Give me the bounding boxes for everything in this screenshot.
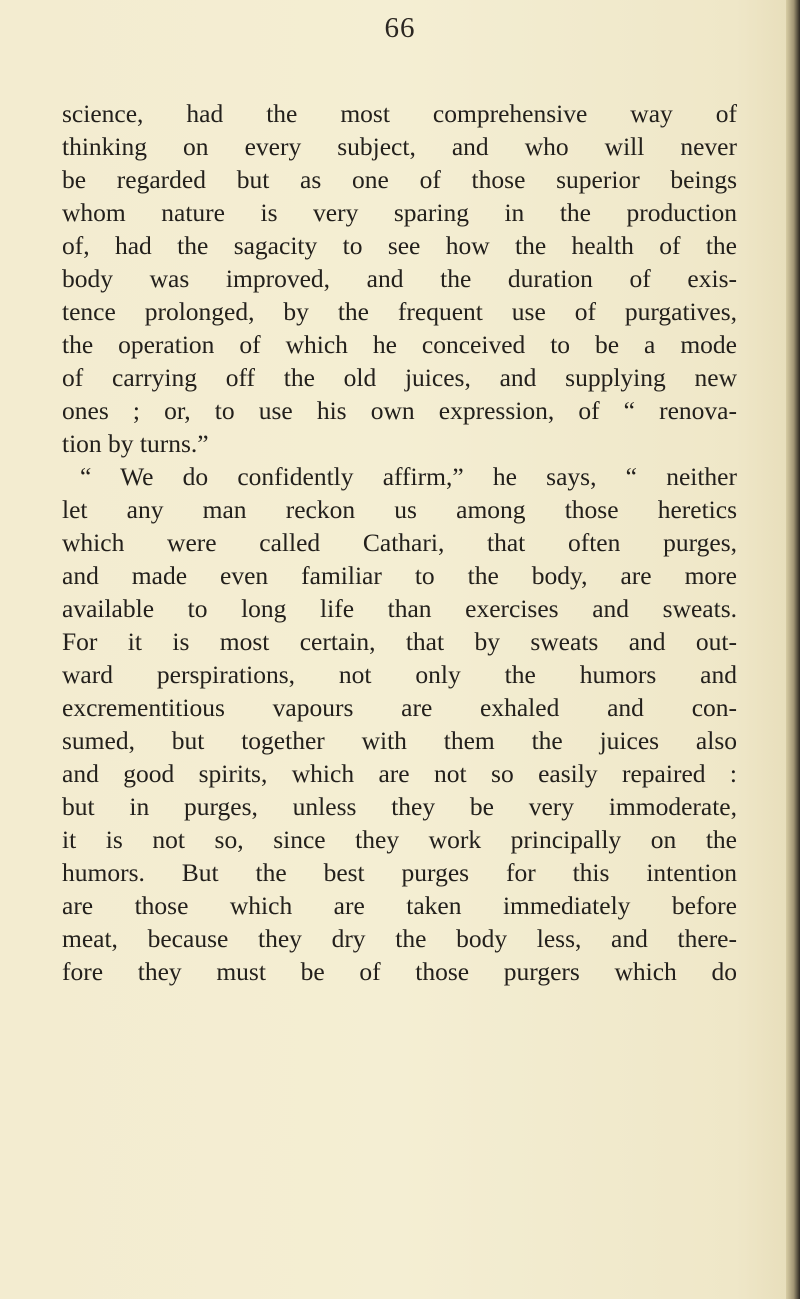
text-line-27: fore they must be of those purgers which do: [62, 957, 737, 986]
text-line-11: tion by turns.”: [62, 429, 209, 458]
text-line-1: science, had the most comprehensive way of: [62, 99, 737, 128]
text-line-6: body was improved, and the duration of exis-: [62, 264, 737, 293]
body-text: [62, 97, 737, 988]
page-number: 66: [384, 12, 416, 44]
text-line-25: are those which are taken immediately before: [62, 891, 737, 920]
text-line-9: of carrying off the old juices, and supplying new: [62, 363, 737, 392]
text-line-14: which were called Cathari, that often purges,: [62, 528, 737, 557]
text-line-23: it is not so, since they work principally on the: [62, 825, 737, 854]
text-line-13: let any man reckon us among those heretics: [62, 495, 737, 524]
text-line-12: “ We do confidently affirm,” he says, “ neither: [80, 462, 737, 491]
text-line-8: the operation of which he conceived to be a mode: [62, 330, 737, 359]
text-line-10: ones ; or, to use his own expression, of “ renova-: [62, 396, 737, 425]
text-line-20: sumed, but together with them the juices also: [62, 726, 737, 755]
text-line-18: ward perspirations, not only the humors and: [62, 660, 737, 689]
text-line-21: and good spirits, which are not so easily repaired :: [62, 759, 737, 788]
text-line-2: thinking on every subject, and who will never: [62, 132, 737, 161]
text-line-4: whom nature is very sparing in the production: [62, 198, 737, 227]
text-line-5: of, had the sagacity to see how the health of the: [62, 231, 737, 260]
page-binding-edge: [786, 0, 800, 1299]
text-line-15: and made even familiar to the body, are more: [62, 561, 737, 590]
text-line-3: be regarded but as one of those superior beings: [62, 165, 737, 194]
text-line-22: but in purges, unless they be very immoderate,: [62, 792, 737, 821]
text-line-16: available to long life than exercises and sweats.: [62, 594, 737, 623]
text-line-26: meat, because they dry the body less, and there-: [62, 924, 737, 953]
text-line-7: tence prolonged, by the frequent use of purgatives,: [62, 297, 737, 326]
text-line-24: humors. But the best purges for this intention: [62, 858, 737, 887]
text-line-19: excrementitious vapours are exhaled and con-: [62, 693, 737, 722]
text-line-17: For it is most certain, that by sweats and out-: [62, 627, 737, 656]
